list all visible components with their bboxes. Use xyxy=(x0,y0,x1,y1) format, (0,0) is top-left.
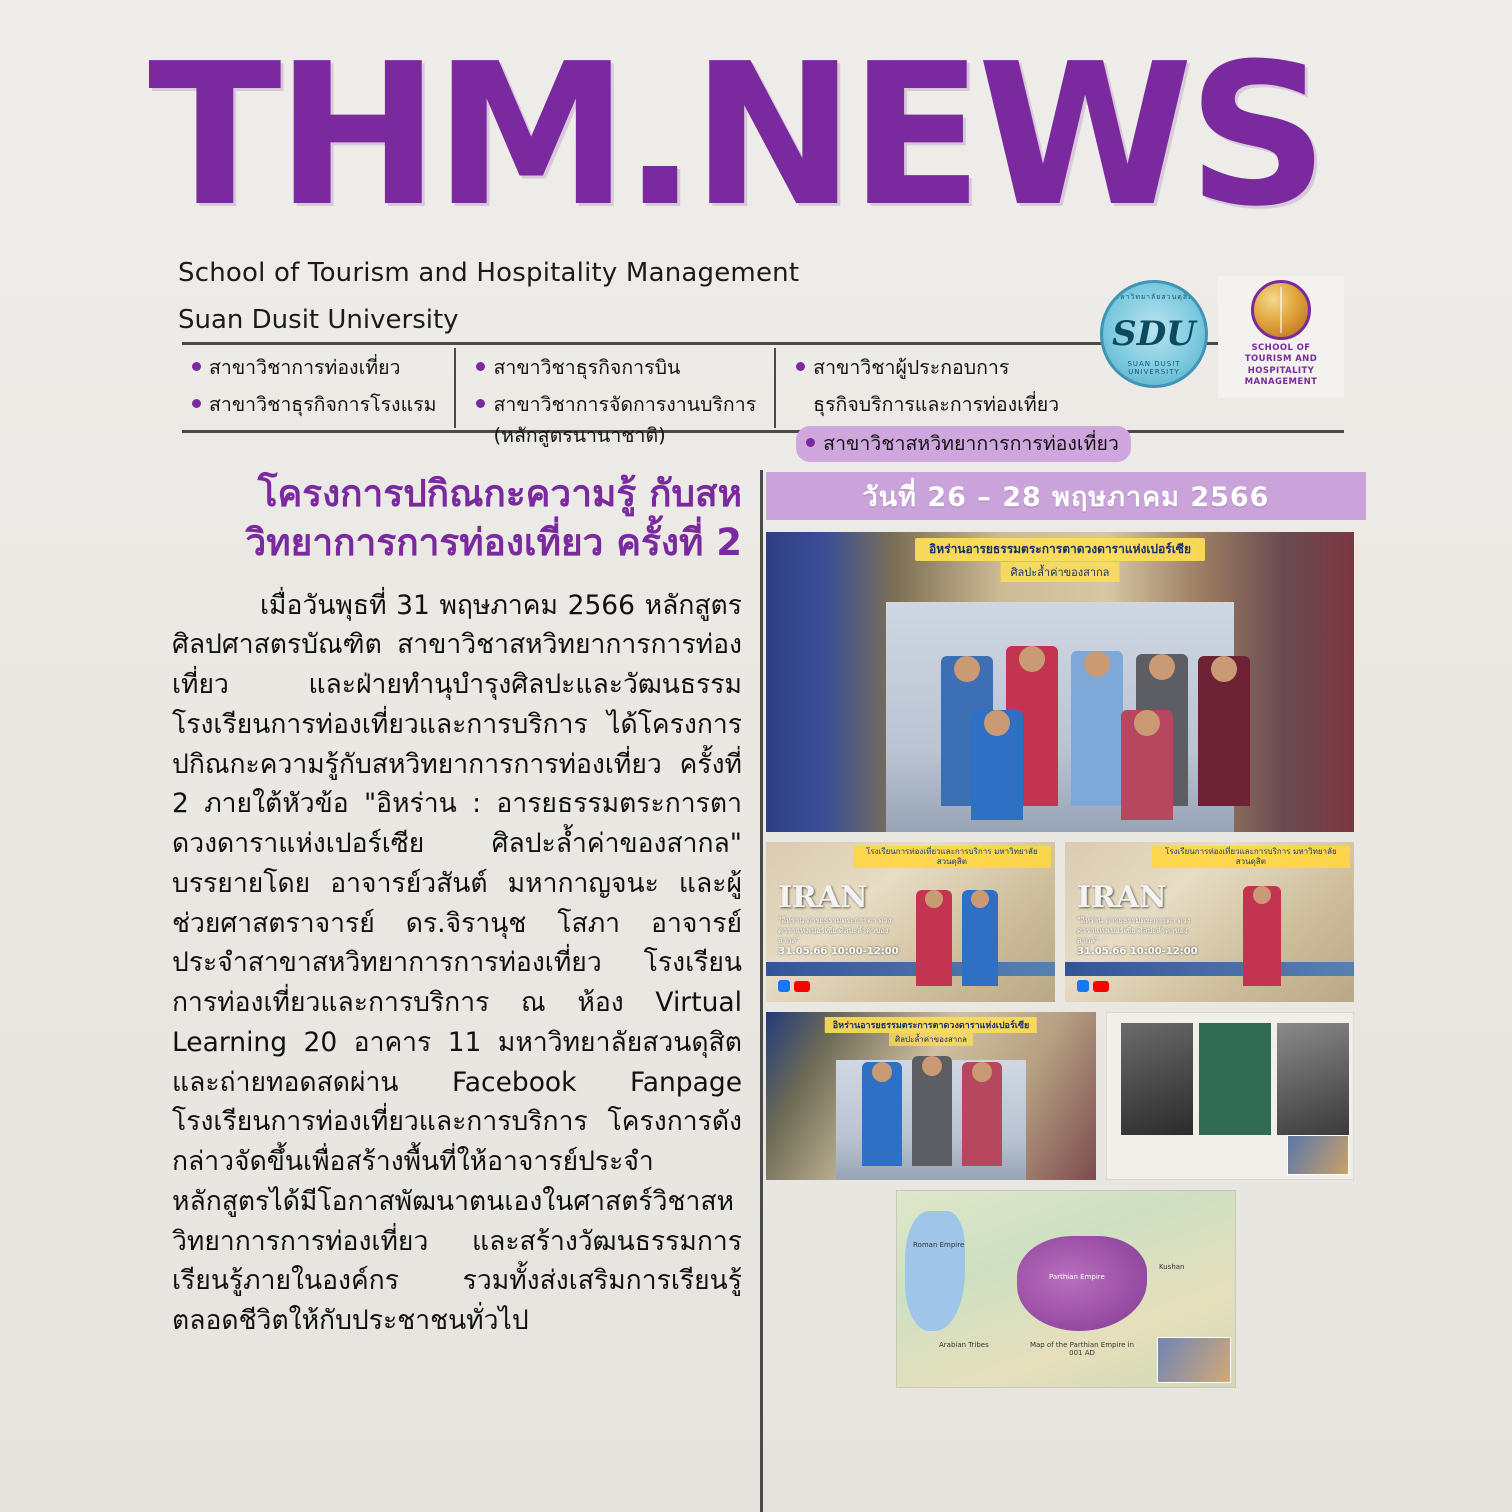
youtube-icon xyxy=(794,981,810,992)
bullet-icon xyxy=(806,438,815,447)
slide-thumbnail xyxy=(1157,1337,1231,1383)
photo-row-iran xyxy=(766,842,1366,1002)
sdu-monogram: SDU xyxy=(1112,314,1196,354)
school-name-line1: School of Tourism and Hospitality Management xyxy=(178,258,800,288)
bullet-icon xyxy=(192,399,201,408)
major-sublabel: (หลักสูตรนานาชาติ) xyxy=(493,424,666,447)
map-label: Arabian Tribes xyxy=(939,1341,989,1349)
majors-list xyxy=(182,348,1149,455)
thm-logo-line2: TOURISM AND xyxy=(1244,354,1318,365)
photo-iran-left-time: 31.05.66 10:00-12:00 xyxy=(778,946,899,957)
photo-row-secondary xyxy=(766,1012,1366,1180)
map-label: Kushan xyxy=(1159,1263,1185,1271)
map-sea-shape xyxy=(905,1211,965,1331)
major-item xyxy=(476,389,756,420)
article-body: เมื่อวันพุธที่ 31 พฤษภาคม 2566 หลักสูตรศิลปศาสตรบัณฑิต สาขาวิชาสหวิทยาการการท่องเที่ยว และฝ่ายทำนุบำรุงศิลปะและวัฒนธรรม โรงเรียนการท่องเที่ยวและการบริการ ได้โครงการปกิณกะความรู้กับสหวิทยาการการท่องเที่ยว ครั้งที่ 2 ภายใต้หัวข้อ "อิหร่าน : อารยธรรมตระการตา ดวงดาราแห่งเปอร์เซีย ศิลปะล้ำค่าของสากล" บรรยายโดย อาจารย์วสันต์ มหากาญจนะ และผู้ช่วยศาสตราจารย์ ดร.จิรานุช โสภา อาจารย์ประจำสาขาสหวิทยาการการท่องเที่ยว โรงเรียนการท่องเที่ยวและการบริการ ณ ห้อง Virtual Learning 20 อาคาร 11 มหาวิทยาลัยสวนดุสิต และถ่ายทอดสดผ่าน Facebook Fanpage โรงเรียนการท่องเที่ยวและการบริการ โครงการดังกล่าวจัดขึ้นเพื่อสร้างพื้นที่ให้อาจารย์ประจำหลักสูตรได้มีโอกาสพัฒนาตนเองในศาสตร์วิชาสหวิทยาการการท่องเที่ยว และสร้างวัฒนธรรมการเรียนรู้ภายในองค์กร รวมทั้งส่งเสริมการเรียนรู้ตลอดชีวิตให้กับประชาชนทั่วไป xyxy=(172,589,751,1337)
person-figure xyxy=(912,1056,952,1166)
bullet-icon xyxy=(476,399,485,408)
article-headline: โครงการปกิณกะความรู้ กับสหวิทยาการการท่องเที่ยว ครั้งที่ 2 xyxy=(245,472,742,564)
major-label: สาขาวิชาสหวิทยาการการท่องเที่ยว xyxy=(823,432,1119,455)
major-label: สาขาวิชาการจัดการงานบริการ xyxy=(493,393,757,416)
major-item xyxy=(192,352,436,383)
person-figure xyxy=(1071,651,1123,806)
majors-column-2 xyxy=(454,348,774,447)
major-sublabel: ธุรกิจบริการและการท่องเที่ยว xyxy=(813,393,1060,416)
thm-logo-line3: HOSPITALITY xyxy=(1247,365,1315,376)
majors-column-3 xyxy=(774,348,1149,455)
person-figure-seated xyxy=(971,710,1023,820)
slide-book-cover xyxy=(1199,1023,1271,1135)
thm-logo-line1: SCHOOL OF xyxy=(1251,343,1311,353)
university-name-line2: Suan Dusit University xyxy=(178,305,459,335)
bullet-icon xyxy=(192,362,201,371)
facebook-icon xyxy=(1077,980,1089,992)
sdu-ring-top-text: มหาวิทยาลัยสวนดุสิต xyxy=(1114,293,1194,301)
photo-group-main xyxy=(766,532,1354,832)
photo-iran-right xyxy=(1065,842,1354,1002)
major-label: สาขาวิชาธุรกิจการบิน xyxy=(493,356,681,379)
person-figure xyxy=(962,1062,1002,1166)
person-figure xyxy=(1198,656,1250,806)
person-figure xyxy=(962,890,998,986)
photo-main-banner-text: อิหร่านอารยธรรมตระการตาดวงดาราแห่งเปอร์เซีย xyxy=(915,538,1205,561)
facebook-icon xyxy=(778,980,790,992)
photo-iran-left xyxy=(766,842,1055,1002)
photo-row-map xyxy=(766,1190,1366,1388)
photo-iran-left-subtitle: "อิหร่าน อารยธรรมตระการตา ดวงดาราแห่งเปอร์เซีย ศิลปะล้ำค่าของสากล" xyxy=(778,916,892,946)
photo-main-banner-subtext: ศิลปะล้ำค่าของสากล xyxy=(1001,562,1120,582)
person-figure xyxy=(916,890,952,986)
major-item xyxy=(476,352,756,383)
media-column xyxy=(766,472,1366,1388)
photo-iran-left-topbar: โรงเรียนการท่องเที่ยวและการบริการ มหาวิทยาลัยสวนดุสิต xyxy=(853,846,1051,868)
bullet-icon xyxy=(796,362,805,371)
person-figure-seated xyxy=(1121,710,1173,820)
masthead-title: THM.NEWS xyxy=(148,22,1323,250)
major-label: สาขาวิชาธุรกิจการโรงแรม xyxy=(209,393,437,416)
youtube-icon xyxy=(1093,981,1109,992)
major-item xyxy=(192,389,436,420)
photo-iran-right-title: IRAN xyxy=(1077,880,1167,915)
slide-thumbnail xyxy=(1287,1135,1349,1175)
bullet-icon xyxy=(476,362,485,371)
major-label: สาขาวิชาผู้ประกอบการ xyxy=(813,356,1010,379)
photo-iran-right-subtitle: "อิหร่าน อารยธรรมตระการตา ดวงดาราแห่งเปอร์เซีย ศิลปะล้ำค่าของสากล" xyxy=(1077,916,1191,946)
column-divider xyxy=(760,470,763,1512)
social-icons xyxy=(778,980,810,992)
photo-ribbon xyxy=(766,962,1055,976)
map-empire-region xyxy=(1017,1236,1147,1331)
photo-iran-right-topbar: โรงเรียนการท่องเที่ยวและการบริการ มหาวิทยาลัยสวนดุสิต xyxy=(1152,846,1350,868)
photo-iran-left-title: IRAN xyxy=(778,880,868,915)
article-column xyxy=(172,470,751,1341)
photo-presentation-slide xyxy=(1106,1012,1354,1180)
thm-school-logo-icon xyxy=(1218,276,1344,398)
slide-portrait-right xyxy=(1277,1023,1349,1135)
map-caption: Map of the Parthian Empire in 001 AD xyxy=(1029,1341,1135,1357)
photo-group2-banner-subtext: ศิลปะล้ำค่าของสากล xyxy=(889,1033,973,1046)
photo-group-secondary xyxy=(766,1012,1096,1180)
major-item xyxy=(796,352,1131,383)
major-label: สาขาวิชาการท่องเที่ยว xyxy=(209,356,401,379)
photo-map-slide xyxy=(896,1190,1236,1388)
photo-ribbon xyxy=(1065,962,1354,976)
globe-icon xyxy=(1251,280,1311,340)
map-label: Parthian Empire xyxy=(1049,1273,1105,1281)
event-date-banner: วันที่ 26 – 28 พฤษภาคม 2566 xyxy=(766,472,1366,520)
header-divider-bottom xyxy=(182,430,1344,433)
photo-group2-banner-text: อิหร่านอารยธรรมตระการตาดวงดาราแห่งเปอร์เซีย xyxy=(825,1017,1037,1033)
person-figure xyxy=(862,1062,902,1166)
majors-column-1 xyxy=(182,348,454,428)
suan-dusit-logo-icon xyxy=(1100,280,1208,388)
major-highlighted xyxy=(796,426,1131,462)
sdu-ring-bottom-text: SUAN DUSIT UNIVERSITY xyxy=(1127,360,1181,376)
thm-logo-line4: MANAGEMENT xyxy=(1244,377,1318,388)
map-label: Roman Empire xyxy=(913,1241,965,1249)
person-figure xyxy=(1243,886,1281,986)
photo-iran-right-time: 31.05.66 10:00-12:00 xyxy=(1077,946,1198,957)
social-icons xyxy=(1077,980,1109,992)
slide-portrait-left xyxy=(1121,1023,1193,1135)
